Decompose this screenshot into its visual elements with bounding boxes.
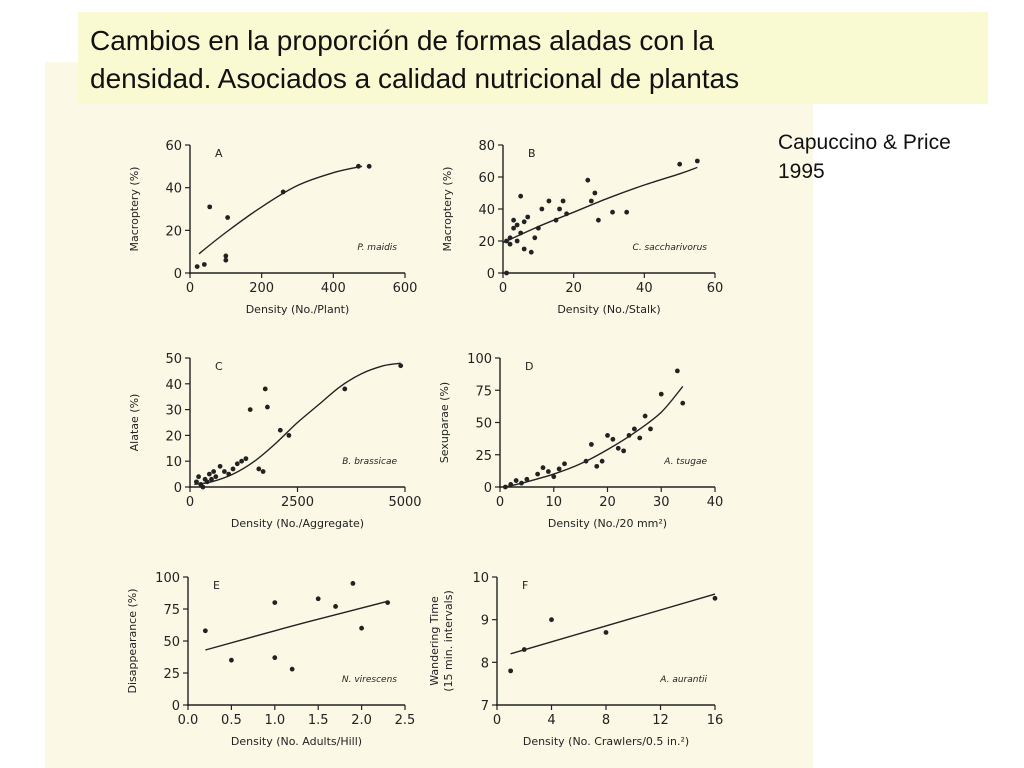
panel-d-y-label: Sexuparae (%) bbox=[438, 381, 451, 464]
panel-f-x-tick-label: 12 bbox=[652, 713, 669, 728]
panel-c-data-point bbox=[205, 479, 210, 484]
panel-d-data-point bbox=[680, 401, 685, 406]
panel-d-x-tick-label: 0 bbox=[495, 495, 505, 510]
panel-d-x-tick-label: 20 bbox=[599, 495, 616, 510]
panel-e-species-label: N. virescens bbox=[341, 674, 397, 685]
panel-b-data-point bbox=[610, 210, 615, 215]
panel-e-y-tick-label: 25 bbox=[163, 667, 180, 682]
panel-e-data-point bbox=[359, 626, 364, 631]
panel-f-x-tick-label: 4 bbox=[547, 713, 556, 728]
panel-b-data-point bbox=[554, 218, 559, 223]
panel-b-data-point bbox=[529, 250, 534, 255]
panel-e-data-point bbox=[351, 581, 356, 586]
title-line-2: densidad. Asociados a calidad nutricional de plantas bbox=[90, 63, 740, 94]
panel-b-data-point bbox=[677, 162, 682, 167]
panel-c-letter: C bbox=[215, 360, 223, 373]
panel-d-data-point bbox=[600, 459, 605, 464]
panel-b-y-tick-label: 0 bbox=[486, 267, 495, 282]
panel-c-x-label: Density (No./Aggregate) bbox=[230, 517, 365, 530]
panel-b-y-tick-label: 80 bbox=[478, 139, 495, 154]
panel-d-data-point bbox=[627, 433, 632, 438]
panel-c-data-point bbox=[244, 456, 249, 461]
panel-c-data-point bbox=[196, 474, 201, 479]
panel-b-data-point bbox=[596, 218, 601, 223]
panel-a-data-point bbox=[223, 258, 228, 263]
panel-f-fit-line bbox=[511, 594, 715, 654]
panel-a-data-point bbox=[202, 262, 207, 267]
panel-e-x-tick-label: 2.0 bbox=[351, 713, 372, 728]
panel-f-letter: F bbox=[522, 579, 529, 592]
panel-f-data-point bbox=[604, 630, 609, 635]
panel-c-x-tick-label: 2500 bbox=[280, 495, 315, 510]
panel-b-data-point bbox=[508, 235, 513, 240]
panel-e-x-tick-label: 1.5 bbox=[307, 713, 329, 728]
panel-e-x-tick-label: 2.5 bbox=[394, 713, 416, 728]
panel-f-y-label: (15 min. intervals) bbox=[442, 590, 455, 692]
panel-f-data-point bbox=[549, 617, 554, 622]
panel-c-data-point bbox=[235, 461, 240, 466]
panel-b-data-point bbox=[536, 226, 541, 231]
panel-f-y-tick-label: 8 bbox=[480, 656, 489, 672]
panel-b-x-tick-label: 60 bbox=[706, 281, 724, 296]
panel-c bbox=[128, 352, 422, 530]
panel-f-y-tick-label: 7 bbox=[480, 699, 489, 714]
panel-c-data-point bbox=[201, 485, 206, 490]
panel-d-y-tick-label: 75 bbox=[475, 384, 492, 400]
panel-e-data-point bbox=[385, 600, 390, 605]
panel-b-y-tick-label: 20 bbox=[478, 235, 495, 250]
panel-d-data-point bbox=[643, 414, 648, 419]
panel-b-data-point bbox=[515, 223, 520, 228]
panel-a-data-point bbox=[225, 215, 230, 220]
panel-c-data-point bbox=[218, 464, 223, 469]
panel-c-data-point bbox=[287, 433, 292, 438]
panel-c-data-point bbox=[207, 472, 212, 477]
panel-b-y-tick-label: 60 bbox=[478, 171, 495, 186]
panel-d-y-tick-label: 0 bbox=[483, 481, 492, 496]
panel-c-data-point bbox=[265, 405, 270, 410]
panel-c-y-tick-label: 10 bbox=[165, 455, 182, 471]
panel-d-data-point bbox=[589, 442, 594, 447]
panel-b-x-tick-label: 0 bbox=[498, 281, 508, 296]
panel-a-x-tick-label: 400 bbox=[320, 281, 346, 296]
panel-f-x-tick-label: 8 bbox=[601, 713, 611, 728]
panel-c-x-tick-label: 0 bbox=[185, 495, 195, 510]
panel-d-data-point bbox=[616, 446, 621, 451]
panel-a-data-point bbox=[356, 164, 361, 169]
panel-c-data-point bbox=[209, 477, 214, 482]
panel-d-data-point bbox=[551, 474, 556, 479]
panel-e-data-point bbox=[272, 600, 277, 605]
panel-c-x-tick-label: 5000 bbox=[388, 495, 422, 510]
panel-a-data-point bbox=[207, 204, 212, 209]
panel-d-data-point bbox=[659, 392, 664, 397]
panel-e-data-point bbox=[272, 655, 277, 660]
panel-b-data-point bbox=[589, 199, 594, 204]
panel-d-data-point bbox=[519, 481, 524, 486]
panel-b-y-tick-label: 40 bbox=[478, 203, 495, 218]
panel-e-data-point bbox=[203, 628, 208, 633]
panel-c-data-point bbox=[239, 459, 244, 464]
panel-b-x-tick-label: 40 bbox=[636, 281, 653, 296]
panel-d-data-point bbox=[541, 465, 546, 470]
panel-e-x-tick-label: 1.0 bbox=[264, 713, 286, 728]
panel-d-x-label: Density (No./20 mm²) bbox=[547, 517, 668, 530]
panel-b-data-point bbox=[518, 194, 523, 199]
panel-d-data-point bbox=[605, 433, 610, 438]
panel-f-species-label: A. aurantii bbox=[660, 674, 707, 685]
panel-b-data-point bbox=[522, 219, 527, 224]
panel-e-x-tick-label: 0.0 bbox=[177, 713, 199, 728]
panel-b-data-point bbox=[561, 199, 566, 204]
panel-a-data-point bbox=[223, 254, 228, 259]
panel-e-y-tick-label: 75 bbox=[163, 603, 180, 618]
panel-a bbox=[128, 139, 417, 316]
panel-e-y-tick-label: 100 bbox=[155, 571, 180, 586]
panel-a-y-label: Macroptery (%) bbox=[128, 166, 141, 252]
panel-f-x-label: Density (No. Crawlers/0.5 in.²) bbox=[522, 735, 690, 748]
panel-b-data-point bbox=[504, 271, 509, 276]
panel-d-data-point bbox=[508, 482, 513, 487]
panel-b-data-point bbox=[518, 231, 523, 236]
panel-d-y-tick-label: 100 bbox=[467, 352, 492, 367]
panel-a-y-tick-label: 20 bbox=[165, 224, 182, 240]
panel-d bbox=[438, 352, 723, 530]
panel-c-data-point bbox=[261, 469, 266, 474]
panel-f-data-point bbox=[522, 647, 527, 652]
panel-c-data-point bbox=[278, 428, 283, 433]
panel-f bbox=[428, 571, 723, 748]
panel-c-y-label: Alatae (%) bbox=[128, 393, 141, 452]
panel-c-data-point bbox=[248, 407, 253, 412]
panel-a-x-tick-label: 200 bbox=[249, 281, 275, 296]
panel-b-data-point bbox=[592, 191, 597, 196]
panel-b-data-point bbox=[585, 178, 590, 183]
panel-e-data-point bbox=[290, 667, 295, 672]
panel-f-data-point bbox=[713, 596, 718, 601]
panel-d-data-point bbox=[535, 472, 540, 477]
title-line-1: Cambios en la proporción de formas aladas con la bbox=[90, 25, 715, 56]
panel-f-x-tick-label: 0 bbox=[492, 713, 502, 728]
panel-c-data-point bbox=[226, 472, 231, 477]
panel-b-data-point bbox=[522, 247, 527, 252]
panel-e bbox=[126, 571, 415, 748]
panel-e-letter: E bbox=[213, 579, 220, 592]
panel-a-letter: A bbox=[215, 147, 223, 160]
panel-d-data-point bbox=[562, 461, 567, 466]
panel-a-fit-line bbox=[199, 166, 362, 254]
panel-b-fit-line bbox=[503, 167, 697, 242]
panel-b-species-label: C. saccharivorus bbox=[632, 242, 707, 253]
panel-d-data-point bbox=[637, 436, 642, 441]
panel-b-data-point bbox=[532, 235, 537, 240]
panel-d-data-point bbox=[621, 448, 626, 453]
panel-b-data-point bbox=[557, 207, 562, 212]
panel-b-data-point bbox=[511, 218, 516, 223]
panel-c-y-tick-label: 30 bbox=[165, 403, 182, 419]
panel-c-data-point bbox=[256, 467, 261, 472]
panel-d-species-label: A. tsugae bbox=[664, 456, 707, 467]
panel-f-x-tick-label: 16 bbox=[706, 713, 724, 728]
panel-f-data-point bbox=[508, 668, 513, 673]
panel-d-x-tick-label: 40 bbox=[706, 495, 724, 510]
panel-d-data-point bbox=[546, 469, 551, 474]
panel-e-data-point bbox=[333, 604, 338, 609]
panel-c-data-point bbox=[213, 474, 218, 479]
panel-c-y-tick-label: 40 bbox=[165, 377, 182, 393]
panel-b-data-point bbox=[564, 211, 569, 216]
panel-d-data-point bbox=[557, 467, 562, 472]
panel-d-data-point bbox=[594, 464, 599, 469]
panel-b-data-point bbox=[547, 199, 552, 204]
panel-c-y-tick-label: 50 bbox=[165, 352, 182, 367]
panel-d-fit-line bbox=[505, 386, 682, 487]
panel-a-x-tick-label: 0 bbox=[185, 281, 195, 296]
panel-a-species-label: P. maidis bbox=[357, 242, 397, 253]
panel-c-y-tick-label: 20 bbox=[165, 429, 182, 445]
panel-b-x-label: Density (No./Stalk) bbox=[557, 303, 661, 316]
panel-f-y-tick-label: 9 bbox=[480, 613, 489, 629]
panel-b bbox=[441, 139, 723, 316]
panel-a-data-point bbox=[195, 264, 200, 269]
panel-c-data-point bbox=[398, 363, 403, 368]
panel-e-data-point bbox=[316, 596, 321, 601]
panel-c-species-label: B. brassicae bbox=[342, 456, 397, 467]
panel-e-x-label: Density (No. Adults/Hill) bbox=[230, 735, 363, 748]
panel-d-data-point bbox=[584, 459, 589, 464]
panel-b-data-point bbox=[515, 239, 520, 244]
citation-year: 1995 bbox=[778, 160, 825, 183]
panel-e-data-point bbox=[229, 658, 234, 663]
panel-b-data-point bbox=[539, 207, 544, 212]
panel-e-fit-line bbox=[205, 601, 387, 650]
panel-d-data-point bbox=[632, 427, 637, 432]
panel-d-letter: D bbox=[525, 360, 534, 373]
panel-b-data-point bbox=[624, 210, 629, 215]
panel-e-y-tick-label: 50 bbox=[163, 635, 180, 650]
panel-a-x-tick-label: 600 bbox=[392, 281, 418, 296]
panel-d-x-tick-label: 10 bbox=[545, 495, 563, 510]
panel-f-y-tick-label: 10 bbox=[472, 571, 489, 586]
panel-a-x-label: Density (No./Plant) bbox=[245, 303, 350, 316]
panel-e-y-label: Disappearance (%) bbox=[126, 588, 139, 694]
panel-c-data-point bbox=[263, 387, 268, 392]
panel-d-y-tick-label: 25 bbox=[475, 448, 492, 464]
panel-b-data-point bbox=[508, 242, 513, 247]
panel-c-data-point bbox=[231, 467, 236, 472]
panel-b-data-point bbox=[525, 215, 530, 220]
panel-c-y-tick-label: 0 bbox=[173, 481, 182, 496]
panel-a-y-tick-label: 0 bbox=[173, 267, 182, 282]
panel-d-data-point bbox=[503, 485, 508, 490]
panel-d-data-point bbox=[524, 477, 529, 482]
panel-d-data-point bbox=[648, 427, 653, 432]
panel-f-y-label: Wandering Time bbox=[428, 596, 441, 686]
panel-d-data-point bbox=[610, 437, 615, 442]
panel-b-x-tick-label: 20 bbox=[565, 281, 582, 296]
panel-d-x-tick-label: 30 bbox=[652, 495, 670, 510]
panel-c-data-point bbox=[194, 479, 199, 484]
panel-e-y-tick-label: 0 bbox=[171, 699, 180, 714]
panel-e-x-tick-label: 0.5 bbox=[221, 713, 242, 728]
panel-b-letter: B bbox=[528, 147, 536, 160]
panel-b-y-label: Macroptery (%) bbox=[441, 166, 454, 252]
panel-d-data-point bbox=[675, 369, 680, 374]
panel-a-data-point bbox=[281, 190, 286, 195]
panel-c-data-point bbox=[222, 469, 227, 474]
panel-a-y-tick-label: 40 bbox=[165, 181, 182, 197]
panel-d-data-point bbox=[514, 478, 519, 483]
panel-b-data-point bbox=[695, 159, 700, 164]
panel-a-data-point bbox=[367, 164, 372, 169]
panel-c-data-point bbox=[342, 387, 347, 392]
panel-a-y-tick-label: 60 bbox=[165, 139, 182, 154]
citation-authors: Capuccino & Price bbox=[778, 131, 951, 154]
panel-c-data-point bbox=[211, 469, 216, 474]
panel-d-y-tick-label: 50 bbox=[475, 416, 492, 432]
